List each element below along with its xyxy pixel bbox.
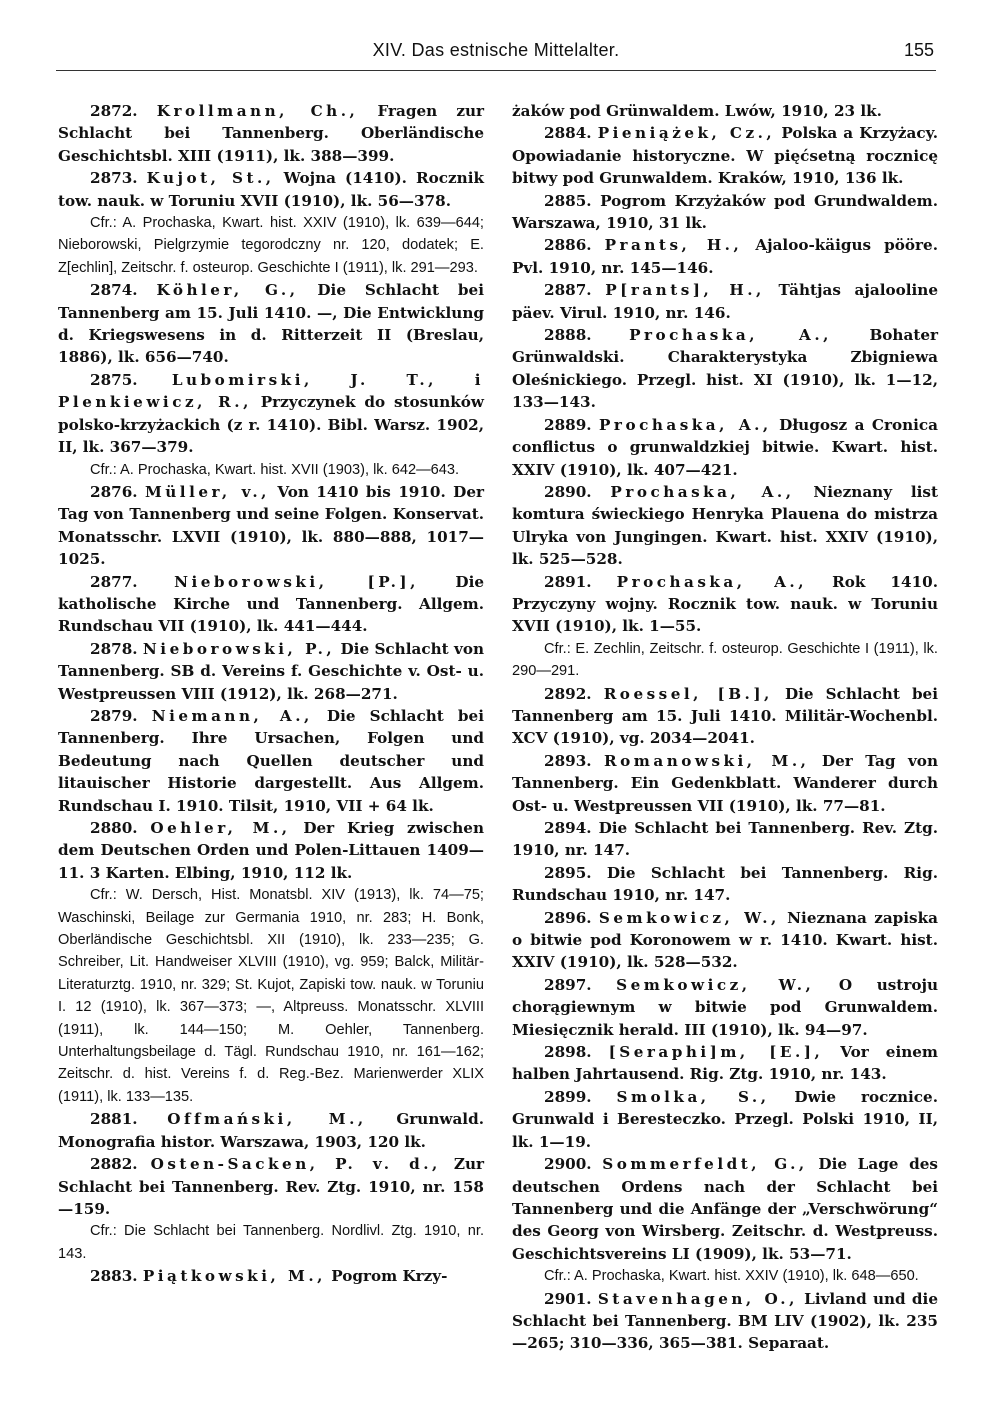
entry-text: O ustroju chorągiewnym w bitwie pod Grunwaldem. Miesięcznik herald. III (1910), lk. 94—97. xyxy=(512,975,938,1039)
entry-number: 2889. xyxy=(544,415,592,434)
entry-number: 2898. xyxy=(544,1043,592,1062)
entry-number: 2880. xyxy=(90,819,138,837)
entry-number: 2897. xyxy=(544,975,592,994)
entry-text: Wojna (1410). Rocznik tow. nauk. w Toruniu XVII (1910), lk. 56—378. xyxy=(58,169,484,210)
bibliography-entry xyxy=(512,974,938,1041)
entry-number: 2899. xyxy=(544,1087,592,1106)
entry-author: Lubomirski, J. T., i Plenkiewicz, R., xyxy=(58,370,484,412)
bibliography-entry xyxy=(512,862,938,907)
entry-number: 2882. xyxy=(90,1155,138,1174)
running-title: XIV. Das estnische Mittelalter. xyxy=(372,40,620,60)
entry-text: Die Schlacht bei Tannenberg am 15. Juli 1410. Militär-Wochenbl. XCV (1910), vg. 2034—2041. xyxy=(512,684,938,748)
entry-text: Tähtjas ajalooline päev. Virul. 1910, nr. 146. xyxy=(512,281,938,322)
entry-author: Kujot, St., xyxy=(146,169,275,188)
bibliography-entry xyxy=(512,1086,938,1153)
bibliography-entry xyxy=(512,683,938,750)
entry-number: 2900. xyxy=(544,1155,592,1174)
entry-author: Köhler, G., xyxy=(156,281,299,300)
entry-number: 2872. xyxy=(90,102,138,120)
entry-author: [Seraphi]m, [E.], xyxy=(608,1043,824,1062)
entry-text: Die Schlacht von Tannenberg. SB d. Vereins f. Geschichte v. Ost- u. Westpreussen VIII (1912), lk. 268—271. xyxy=(58,639,484,703)
entry-text: Rok 1410. Przyczyny wojny. Rocznik tow. nauk. w Toruniu XVII (1910), lk. 1—55. xyxy=(512,572,938,636)
cfr-note xyxy=(58,1220,484,1265)
entry-text: Die Schlacht bei Tannenberg. Ihre Ursachen, Folgen und Bedeutung nach Quellen deutscher und litauischer Historie dargestellt. Aus Allgem. Rundschau I. 1910. Tilsit, 1910, VII + 64 lk. xyxy=(58,706,484,815)
left-column xyxy=(58,100,484,1288)
entry-number: 2888. xyxy=(544,326,592,345)
entry-author: Prochaska, A., xyxy=(599,415,772,434)
bibliography-entry xyxy=(58,369,484,459)
entry-number: 2883. xyxy=(90,1267,138,1286)
entry-text: Pogrom Krzy- xyxy=(325,1267,448,1286)
cfr-text: Cfr.: E. Zechlin, Zeitschr. f. osteurop. Geschichte I (1911), lk. 290—291. xyxy=(512,640,938,680)
entry-author: Romanowski, M., xyxy=(604,751,810,770)
entry-number: 2876. xyxy=(90,482,138,501)
entry-author: Roessel, [B.], xyxy=(603,684,773,703)
entry-author: Semkowicz, W., xyxy=(616,975,815,994)
bibliography-entry xyxy=(58,638,484,705)
bibliography-entry xyxy=(58,817,484,884)
bibliography-entry xyxy=(512,190,938,235)
cfr-text: Cfr.: W. Dersch, Hist. Monatsbl. XIV (1913), lk. 74—75; Waschinski, Beilage zur Germania 1910, nr. 283; H. Bonk, Oberländische Geschichtsbl. XII (1910), lk. 233—235; G. Schreiber, Lit. Handweiser XLVIII (1910), vg. 959; Balck, Militär-Literaturztg. 1910, nr. 329; St. Kujot, Zapiski tow. nauk. w Toruniu I. 12 (1910), lk. 367—373; —, Altpreuss. Monatsschr. XLVIII (1911), lk. 144—150; M. Oehler, Tannenberg. Unterhaltungsbeilage d. Tägl. Rundschau 1910, nr. 161—162; Zeitschr. d. hist. Vereins f. d. Reg.-Bez. Marienwerder XLIX (1911), lk. 133—135. xyxy=(58,887,484,1105)
entry-text: Zur Schlacht bei Tannenberg. Rev. Ztg. 1910, nr. 158—159. xyxy=(58,1155,484,1218)
entry-text: Bohater Grünwaldski. Charakterystyka Zbigniewa Oleśnickiego. Przegl. hist. XI (1910), lk. 1—12, 133—143. xyxy=(512,326,938,412)
entry-author: Smolka, S., xyxy=(616,1087,770,1106)
bibliography-entry xyxy=(512,279,938,324)
entry-text: Dwie rocznice. Grunwald i Beresteczko. Przegl. Polski 1910, II, lk. 1—19. xyxy=(512,1087,938,1151)
cfr-text: Cfr.: Die Schlacht bei Tannenberg. Nordlivl. Ztg. 1910, nr. 143. xyxy=(58,1223,484,1262)
entry-number: 2891. xyxy=(544,572,592,591)
entry-text: Von 1410 bis 1910. Der Tag von Tannenberg und seine Folgen. Konservat. Monatsschr. LXVII (1910), lk. 880—888, 1017—1025. xyxy=(58,482,484,569)
entry-author: P[rants], H., xyxy=(605,281,765,300)
bibliography-entry xyxy=(512,750,938,817)
entry-author: Prochaska, A., xyxy=(610,482,795,501)
bibliography-entry xyxy=(512,907,938,974)
entry-number: 2895. xyxy=(544,863,592,882)
cfr-text: Cfr.: A. Prochaska, Kwart. hist. XXIV (1910), lk. 639—644; Nieborowski, Pielgrzymie tegorodczny nr. 120, dodatek; E. Z[echlin], Zeitschr. f. osteurop. Geschichte I (1911), lk. 291—293. xyxy=(58,215,484,276)
entry-number: 2881. xyxy=(90,1110,138,1129)
entry-continuation xyxy=(512,100,938,122)
entry-author: Niemann, A., xyxy=(151,706,313,725)
entry-number: 2885. xyxy=(544,191,592,210)
entry-text: Grunwald. Monografia histor. Warszawa, 1903, 120 lk. xyxy=(58,1110,484,1151)
entry-text: Fragen zur Schlacht bei Tannenberg. Oberländische Geschichtsbl. XIII (1911), lk. 388—399. xyxy=(58,102,484,165)
bibliography-entry xyxy=(58,167,484,212)
bibliography-entry xyxy=(512,122,938,189)
bibliography-entry xyxy=(512,571,938,638)
entry-author: Osten-Sacken, P. v. d., xyxy=(150,1155,441,1174)
bibliography-entry xyxy=(58,705,484,817)
entry-author: Semkowicz, W., xyxy=(598,908,780,927)
bibliography-entry xyxy=(512,414,938,481)
entry-text: Die Schlacht bei Tannenberg. Rig. Rundschau 1910, nr. 147. xyxy=(512,863,938,905)
entry-number: 2873. xyxy=(90,169,138,188)
bibliography-entry xyxy=(58,279,484,369)
entry-number: 2877. xyxy=(90,572,138,591)
bibliography-entry xyxy=(512,1041,938,1086)
bibliography-entry xyxy=(512,1153,938,1265)
entry-author: Prochaska, A., xyxy=(629,326,832,345)
entry-author: Prochaska, A., xyxy=(616,572,807,591)
entry-author: Oehler, M., xyxy=(150,819,291,837)
entry-author: Nieborowski, P., xyxy=(142,639,336,658)
entry-author: Stavenhagen, O., xyxy=(597,1289,798,1308)
entry-author: Prants, H., xyxy=(604,236,743,255)
entry-number: 2874. xyxy=(90,281,138,300)
entry-number: 2886. xyxy=(544,236,592,255)
entry-number: 2887. xyxy=(544,281,592,300)
entry-text: Przyczynek do stosunków polsko-krzyżackich (z r. 1410). Bibl. Warsz. 1902, II, lk. 367—379. xyxy=(58,393,484,457)
page-number: 155 xyxy=(903,40,934,60)
bibliography-entry xyxy=(58,1108,484,1153)
entry-number: 2892. xyxy=(544,684,592,703)
entry-number: 2884. xyxy=(544,124,592,143)
bibliography-entry xyxy=(58,1153,484,1220)
entry-text: Der Tag von Tannenberg. Ein Gedenkblatt. Wanderer durch Ost- u. Westpreussen VII (1910), lk. 77—81. xyxy=(512,751,938,815)
entry-text: Nieznana zapiska o bitwie pod Koronowem w r. 1410. Kwart. hist. XXIV (1910), lk. 528—532. xyxy=(512,908,938,972)
cfr-note xyxy=(512,1265,938,1287)
bibliography-entry xyxy=(58,100,484,167)
cfr-text: Cfr.: A. Prochaska, Kwart. hist. XVII (1903), lk. 642—643. xyxy=(90,461,460,478)
bibliography-entry xyxy=(58,571,484,638)
entry-author: Piątkowski, M., xyxy=(142,1267,326,1286)
entry-text: Livland und die Schlacht bei Tannenberg. BM LIV (1902), lk. 235—265; 310—336, 365—381. Separaat. xyxy=(512,1289,938,1353)
entry-number: 2879. xyxy=(90,706,138,725)
entry-text: Nieznany list komtura świeckiego Henryka Plauena do mistrza Ulryka von Jungingen. Kwart. hist. XXIV (1910), lk. 525—528. xyxy=(512,482,939,569)
cfr-note xyxy=(58,212,484,279)
entry-author: Krollmann, Ch., xyxy=(156,102,359,120)
entry-author: Sommerfeldt, G., xyxy=(602,1155,808,1174)
entry-number: 2878. xyxy=(90,639,138,658)
entry-text: Die Lage des deutschen Ordens nach der Schlacht bei Tannenberg und die Anfänge der „Verschwörung“ des Georg von Wirsberg. Zeitschr. d. Westpreuss. Geschichtsvereins LI (1909), lk. 53—71. xyxy=(512,1155,938,1263)
entry-text: Polska a Krzyżacy. Opowiadanie historyczne. W pięćsetną rocznicę bitwy pod Grunwaldem. Kraków, 1910, 136 lk. xyxy=(512,124,938,188)
bibliography-entry xyxy=(512,481,938,571)
entry-text: Die Schlacht bei Tannenberg am 15. Juli 1410. —, Die Entwicklung d. Kriegswesens in d. Ritterzeit II (Breslau, 1886), lk. 656—740. xyxy=(58,281,484,367)
entry-text: Der Krieg zwischen dem Deutschen Orden und Polen-Littauen 1409—11. 3 Karten. Elbing, 1910, 112 lk. xyxy=(58,819,484,882)
right-column xyxy=(512,100,938,1355)
entry-number: 2875. xyxy=(90,370,138,389)
entry-text: Die Schlacht bei Tannenberg. Rev. Ztg. 1910, nr. 147. xyxy=(512,819,938,860)
entry-text: Ajaloo-käigus pööre. Pvl. 1910, nr. 145—146. xyxy=(512,236,938,277)
entry-author: Offmański, M., xyxy=(167,1110,367,1129)
bibliography-entry xyxy=(512,817,938,862)
entry-text: Vor einem halben Jahrtausend. Rig. Ztg. 1910, nr. 143. xyxy=(512,1043,938,1084)
entry-number: 2893. xyxy=(544,751,592,770)
bibliography-entry xyxy=(58,481,484,571)
entry-author: Müller, v., xyxy=(144,482,270,501)
bibliography-entry xyxy=(512,324,938,414)
entry-number: 2896. xyxy=(544,908,592,927)
page-header xyxy=(56,36,936,71)
bibliography-entry xyxy=(512,1288,938,1355)
cfr-note xyxy=(512,638,938,683)
entry-number: 2894. xyxy=(544,819,592,837)
entry-text: Długosz a Cronica conflictus o grunwaldzkiej bitwie. Kwart. hist. XXIV (1910), lk. 407—421. xyxy=(512,415,938,479)
cfr-note xyxy=(58,884,484,1108)
cfr-text: Cfr.: A. Prochaska, Kwart. hist. XXIV (1910), lk. 648—650. xyxy=(544,1268,919,1285)
entry-number: 2890. xyxy=(544,482,592,501)
entry-text: Pogrom Krzyżaków pod Grundwaldem. Warszawa, 1910, 31 lk. xyxy=(512,191,938,233)
entry-number: 2901. xyxy=(544,1289,592,1308)
entry-author: Pieniążek, Cz., xyxy=(597,124,776,143)
entry-author: Nieborowski, [P.], xyxy=(174,572,419,591)
bibliography-entry xyxy=(58,1265,484,1287)
entry-text: Die katholische Kirche und Tannenberg. Allgem. Rundschau VII (1910), lk. 441—444. xyxy=(58,572,484,636)
entry-text: żaków pod Grünwaldem. Lwów, 1910, 23 lk. xyxy=(512,102,882,120)
cfr-note xyxy=(58,459,484,481)
bibliography-entry xyxy=(512,234,938,279)
